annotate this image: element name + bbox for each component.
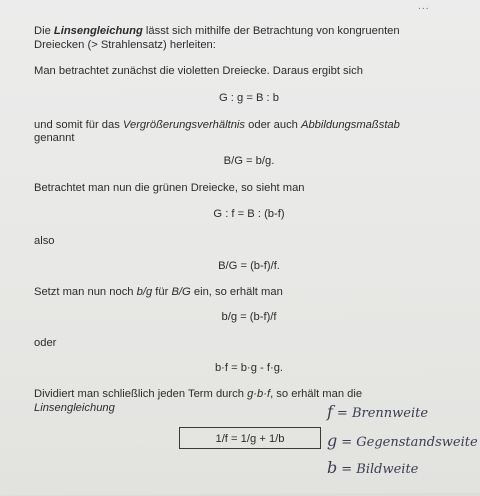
step4-text: also [34,235,55,247]
handwritten-note-g: g = Gegenstandsweite [327,431,478,450]
handwritten-note-f: f = Brennweite [327,402,429,421]
equation-6: b·f = b·g - f·g. [214,362,284,374]
step2-line-1: und somit für das Vergrößerungsverhältnis oder auch Abbildungsmaßstab [34,119,400,131]
equation-3: G : f = B : (b-f) [213,208,285,220]
term-B-over-G: B/G [171,286,191,298]
term-linsengleichung: Linsengleichung [53,25,143,37]
equation-5: b/g = (b-f)/f [221,311,277,323]
equation-1: G : g = B : b [218,92,279,104]
term-b-over-g: b/g [136,286,153,298]
equation-4: B/G = (b-f)/f. [218,260,280,272]
intro-line-2: Dreiecken (> Strahlensatz) herleiten: [34,39,216,51]
equation-2: B/G = b/g. [223,155,275,167]
conclusion-line-1: Dividiert man schließlich jeden Term durch g·b·f, so erhält man die [34,388,363,400]
term-vergroesserungsverhaeltnis: Vergrößerungsverhältnis [122,119,246,131]
intro-line-1: Die Linsengleichung lässt sich mithilfe der Betrachtung von kongruenten [34,25,400,37]
step3-text: Betrachtet man nun die grünen Dreiecke, so sieht man [34,182,305,194]
conclusion-line-2: Linsengleichung [34,402,115,414]
step5-text: Setzt man nun noch b/g für B/G ein, so erhält man [34,286,283,298]
term-gbf: g·b·f [247,388,271,400]
handwritten-note-b: b = Bildweite [327,458,419,477]
step6-text: oder [34,337,57,349]
corner-handwritten-note: ... [418,2,430,12]
step2-line-2: genannt [34,132,75,144]
final-equation-box: 1/f = 1/g + 1/b [179,427,321,449]
step1-text: Man betrachtet zunächst die violetten Dreiecke. Daraus ergibt sich [34,65,363,77]
term-abbildungsmassstab: Abbildungsmaßstab [301,119,400,131]
